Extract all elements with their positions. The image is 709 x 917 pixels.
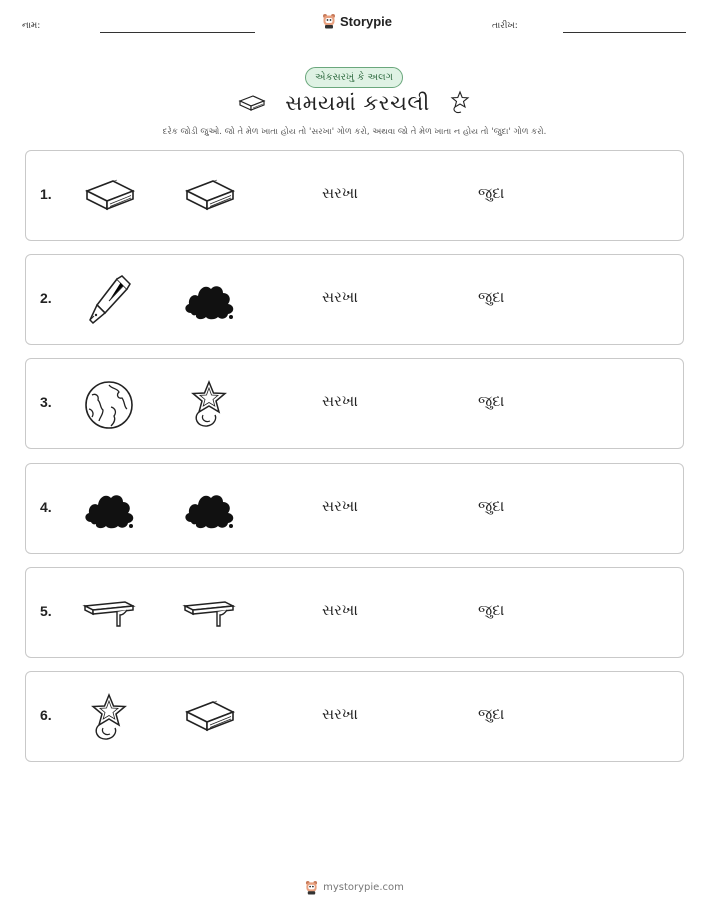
globe-icon <box>81 377 137 433</box>
worksheet-type-badge: એકસરખું કે અલગ <box>305 67 403 88</box>
same-option[interactable]: સરખા <box>322 601 358 619</box>
pair-number: 3. <box>40 394 52 410</box>
fountain-pen-icon <box>81 273 137 329</box>
ink-blot-icon <box>81 482 137 538</box>
footer <box>0 880 709 895</box>
shelf-icon <box>81 586 137 642</box>
book-icon <box>181 690 237 746</box>
pair-card <box>25 567 684 658</box>
instructions: દરેક જોડી જુઓ. જો તે મેળ ખાતા હોય તો 'સરખા' ગોળ કરો, અથવા જો તે મેળ ખાતા ન હોય તો 'જુદા' ગોળ કરો. <box>162 127 547 137</box>
ink-blot-icon <box>181 273 237 329</box>
date-label: તારીખ: <box>492 21 518 31</box>
different-option[interactable]: જુદા <box>478 705 505 723</box>
same-option[interactable]: સરખા <box>322 392 358 410</box>
same-option[interactable]: સરખા <box>322 705 358 723</box>
date-line[interactable] <box>563 32 686 33</box>
shooting-star-icon <box>81 690 137 746</box>
shooting-star-icon <box>181 377 237 433</box>
pair-number: 2. <box>40 290 52 306</box>
different-option[interactable]: જુદા <box>478 184 505 202</box>
shooting-star-icon <box>448 90 472 116</box>
storypie-mascot-icon <box>305 880 318 895</box>
pair-number: 6. <box>40 707 52 723</box>
different-option[interactable]: જુદા <box>478 601 505 619</box>
shelf-icon <box>181 586 237 642</box>
different-option[interactable]: જુદા <box>478 288 505 306</box>
same-option[interactable]: સરખા <box>322 288 358 306</box>
book-icon <box>237 92 267 114</box>
title-row <box>0 90 709 116</box>
pair-card <box>25 358 684 449</box>
pair-number: 1. <box>40 186 52 202</box>
pair-number: 4. <box>40 499 52 515</box>
book-icon <box>181 169 237 225</box>
book-icon <box>81 169 137 225</box>
footer-url[interactable]: mystorypie.com <box>323 882 404 893</box>
pair-card <box>25 150 684 241</box>
same-option[interactable]: સરખા <box>322 497 358 515</box>
ink-blot-icon <box>181 482 237 538</box>
name-line[interactable] <box>100 32 255 33</box>
pair-number: 5. <box>40 603 52 619</box>
pair-card <box>25 671 684 762</box>
brand-name: Storypie <box>340 13 393 29</box>
name-label: નામ: <box>22 21 41 31</box>
pair-card <box>25 463 684 554</box>
different-option[interactable]: જુદા <box>478 497 505 515</box>
same-option[interactable]: સરખા <box>322 184 358 202</box>
storypie-mascot-icon <box>322 13 336 29</box>
pair-card <box>25 254 684 345</box>
different-option[interactable]: જુદા <box>478 392 505 410</box>
page-title: સમયમાં કરચલી <box>285 90 430 115</box>
storypie-logo <box>322 13 392 29</box>
